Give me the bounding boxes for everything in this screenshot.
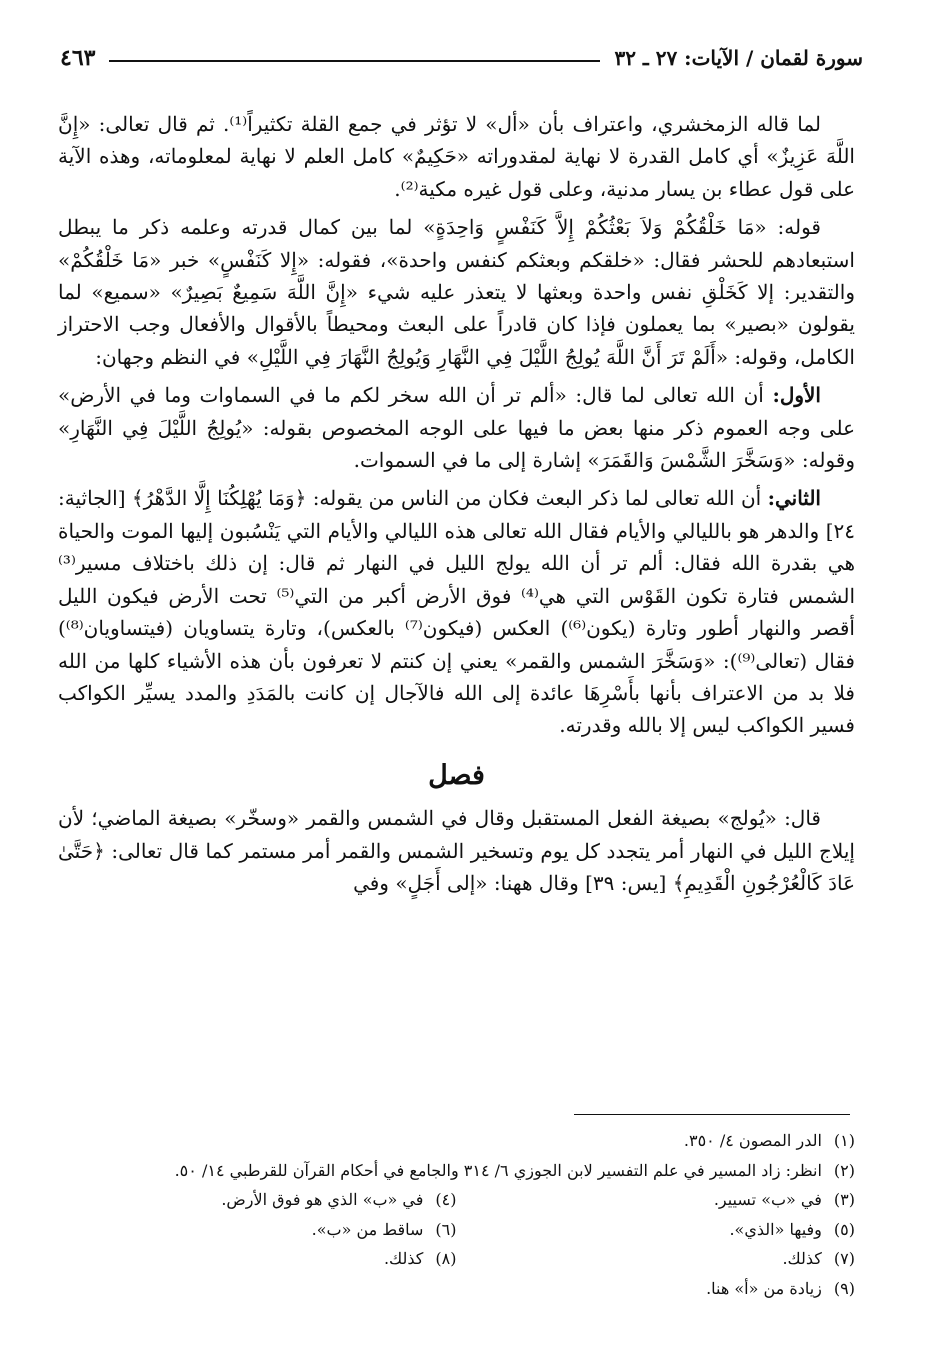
footnote-number: (٥)	[833, 1219, 855, 1239]
paragraph	[58, 482, 855, 741]
paragraph: قال: «يُولج» بصيغة الفعل المستقبل وقال في الشمس والقمر «وسخّر» بصيغة الماضي؛ لأن إيلاج الليل في النهار أمر يتجدد كل يوم وتسخير الشمس والقمر أمر مستمر كما قال تعالى: ﴿حَتَّىٰ عَادَ كَالْعُرْجُونِ الْقَدِيمِ﴾ [يس: ٣٩] وقال ههنا: «إلى أَجَلٍ» وفي	[58, 806, 855, 895]
main-text	[58, 108, 855, 905]
footnote-row	[58, 1274, 855, 1304]
footnote-text: كذلك.	[782, 1249, 822, 1268]
paragraph	[58, 108, 855, 205]
footnote	[706, 1274, 855, 1304]
footnote-number: (٨)	[435, 1249, 457, 1268]
footnote	[457, 1215, 856, 1245]
footnote-number: (٤)	[435, 1190, 457, 1209]
footnote	[457, 1244, 856, 1274]
footnote-row	[58, 1156, 855, 1186]
paragraph	[58, 379, 855, 476]
footnote-text: في «ب» تسيير.	[713, 1190, 822, 1209]
footnote-row	[58, 1244, 855, 1274]
footnote	[58, 1244, 457, 1274]
footnote-row	[58, 1126, 855, 1156]
footnote-number: (٩)	[833, 1278, 855, 1298]
footnote-number: (٢)	[833, 1160, 855, 1180]
footnote-number: (٦)	[435, 1219, 457, 1239]
paragraph	[58, 211, 855, 373]
footnote-number: (٣)	[833, 1190, 855, 1209]
page-number: ٤٦٣	[60, 45, 96, 71]
footnote-text: كذلك.	[383, 1249, 424, 1268]
paragraph-text: لما قاله الزمخشري، واعتراف بأن «أل» لا تؤثر في جمع القلة تكثيراً⁽¹⁾. ثم قال تعالى: «إِنَّ اللَّهَ عَزِيزٌ» أي كامل القدرة لا نهاية لمقدوراته «حَكِيمٌ» كامل العلم لا نهاية لمعلوماته، وهذه الآية على قول عطاء بن يسار مدنية، وعلى قول غيره مكية⁽²⁾.	[58, 112, 855, 201]
footnote-divider	[574, 1114, 850, 1115]
footnote-text: انظر: زاد المسير في علم التفسير لابن الجوزي ٦/ ٣١٤ والجامع في أحكام القرآن للقرطبي ١٤/ ٥٠.	[174, 1160, 822, 1180]
paragraph-text: أن الله تعالى لما قال: «ألم تر أن الله سخر لكم ما في السماوات وما في الأرض» على وجه العموم ذكر منها بعض ما فيها على الوجه المخصوص بقوله: «يُولِجُ اللَّيْلَ فِي النَّهَارِ» وقوله: «وَسَخَّرَ الشَّمْسَ وَالقَمَرَ» إشارة إلى ما في السموات.	[58, 383, 855, 473]
footnote	[58, 1185, 457, 1215]
footnote	[175, 1156, 855, 1186]
footnote	[684, 1126, 855, 1156]
page-header	[60, 38, 863, 78]
footnote-number: (١)	[833, 1131, 855, 1150]
paragraph-text: قوله: «مَا خَلْقُكُمْ وَلاَ بَعْثُكُمْ إِلاَّ كَنَفْسٍ وَاحِدَةٍ» لما بين كمال قدرته وعلمه ذكر ما يبطل استبعادهم للحشر فقال: «خلقكم وبعثكم كنفس واحدة»، فقوله: «إِلا كَنَفْسٍ» خبر «مَا خَلْقُكُمْ» والتقدير: إلا كَخَلْقِ نفس واحدة وبعثها لا يتعذر عليه شيء «إِنَّ اللَّهَ سَمِيعٌ بَصِيرٌ» «سميع» لما يقولون «بصير» بما يعملون فإذا كان قادراً على البعث ومحيطاً بالأقوال والأفعال وجب الاحتراز الكامل، وقوله: «أَلَمْ تَرَ أَنَّ اللَّهَ يُولِجُ اللَّيْلَ فِي النَّهَارِ وَيُولِجُ النَّهَارَ فِي اللَّيْلِ» في النظم وجهان:	[58, 215, 855, 369]
paragraph-lead: الأول:	[772, 383, 821, 408]
footnotes	[58, 1126, 855, 1303]
chapter-title: سورة لقمان / الآيات: ٢٧ ـ ٣٢	[614, 46, 863, 70]
paragraph-lead: الثاني:	[767, 486, 821, 511]
footnote-row	[58, 1185, 855, 1215]
footnote	[58, 1215, 457, 1245]
paragraph-text: أن الله تعالى لما ذكر البعث فكان من الناس من يقوله: ﴿وَمَا يُهْلِكُنَا إِلَّا الدَّهْرُ﴾ [الجاثية: ٢٤] والدهر هو بالليالي والأيام فقال الله تعالى هذه الليالي والأيام التي يَنْسُبون إليها الموت والحياة هي بقدرة الله فقال: ألم تر أن الله يولج الليل في النهار ثم قال: إن ذلك باختلاف مسير⁽³⁾ الشمس فتارة تكون القَوْس التي هي⁽⁴⁾ فوق الأرض أكبر من التي⁽⁵⁾ تحت الأرض فيكون الليل أقصر والنهار أطور وتارة (يكون⁽⁶⁾) العكس (فيكون⁽⁷⁾ بالعكس)، وتارة يتساويان (فيتساويان⁽⁸⁾) فقال (تعالى⁽⁹⁾): «وَسَخَّرَ الشمس والقمر» يعني إن كنتم لا تعرفون بأن هذه الأشياء كلها من الله فلا بد من الاعتراف بأنها بأَسْرِهَا عائدة إلى الله فالآجال إن كانت بالمَدَدِ والمدد يسيِّر الكواكب فسير الكواكب ليس إلا بالله وقدرته.	[58, 486, 855, 738]
footnote-text: ساقط من «ب».	[311, 1219, 424, 1239]
footnote-text: في «ب» الذي هو فوق الأرض.	[221, 1190, 424, 1209]
footnote-text: زيادة من «أ» هنا.	[706, 1278, 822, 1298]
footnote	[457, 1185, 856, 1215]
footnote-text: الدر المصون ٤/ ٣٥٠.	[683, 1131, 822, 1150]
header-rule	[109, 60, 600, 62]
footnote-number: (٧)	[833, 1249, 855, 1268]
footnote-row	[58, 1215, 855, 1245]
footnote-text: وفيها «الذي».	[729, 1219, 822, 1239]
section-title: فصل	[428, 759, 485, 791]
